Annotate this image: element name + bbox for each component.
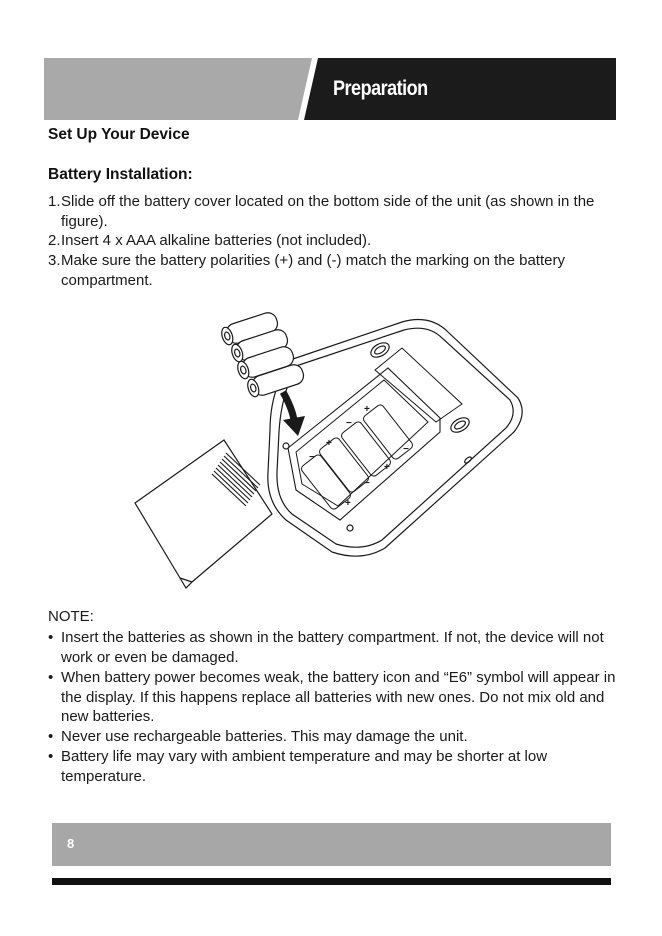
- note-item: [48, 668, 623, 727]
- note-text: Never use rechargeable batteries. This may damage the unit.: [61, 728, 468, 745]
- plus-mark: +: [326, 438, 332, 449]
- bottom-rule: [52, 878, 611, 885]
- step-1: [48, 192, 623, 231]
- plus-mark: +: [364, 404, 370, 415]
- step-text: Insert 4 x AAA alkaline batteries (not included).: [61, 232, 372, 249]
- battery-cover: [135, 440, 272, 588]
- device-body: [268, 320, 522, 557]
- plus-mark: +: [345, 498, 351, 509]
- step-2: [48, 231, 623, 251]
- note-text: Insert the batteries as shown in the battery compartment. If not, the device will not work or even be damaged.: [61, 629, 604, 666]
- page-number: 8: [67, 836, 75, 851]
- loose-batteries: [219, 310, 305, 399]
- step-3: [48, 251, 623, 290]
- bullet: •: [48, 669, 54, 686]
- step-text: Make sure the battery polarities (+) and (-) match the marking on the battery compartment.: [61, 252, 565, 289]
- setup-heading: Set Up Your Device: [48, 126, 190, 143]
- bullet: •: [48, 748, 54, 765]
- step-number: 2.: [48, 232, 61, 249]
- note-item: [48, 727, 623, 747]
- battery-installation-heading: Battery Installation:: [48, 166, 193, 183]
- minus-mark: −: [346, 418, 352, 429]
- step-number: 1.: [48, 193, 61, 210]
- page-title: Preparation: [333, 77, 428, 100]
- note-text: When battery power becomes weak, the battery icon and “E6” symbol will appear in the display. If this happens replace all batteries with new ones. Do not mix old and new batteries.: [61, 669, 616, 725]
- minus-mark: −: [364, 478, 370, 489]
- step-number: 3.: [48, 252, 61, 269]
- note-text: Battery life may vary with ambient temperature and may be shorter at low temperature.: [61, 748, 548, 785]
- plus-mark: +: [384, 462, 390, 473]
- bullet: •: [48, 629, 54, 646]
- minus-mark: −: [309, 452, 315, 463]
- footer-band: [52, 823, 611, 866]
- note-item: [48, 747, 623, 786]
- note-label: NOTE:: [48, 608, 94, 625]
- battery-installation-figure: [128, 300, 528, 592]
- bullet: •: [48, 728, 54, 745]
- minus-mark: −: [403, 444, 409, 455]
- note-item: [48, 628, 623, 667]
- step-text: Slide off the battery cover located on the bottom side of the unit (as shown in the figure).: [61, 193, 595, 230]
- battery-diagram: [128, 300, 528, 592]
